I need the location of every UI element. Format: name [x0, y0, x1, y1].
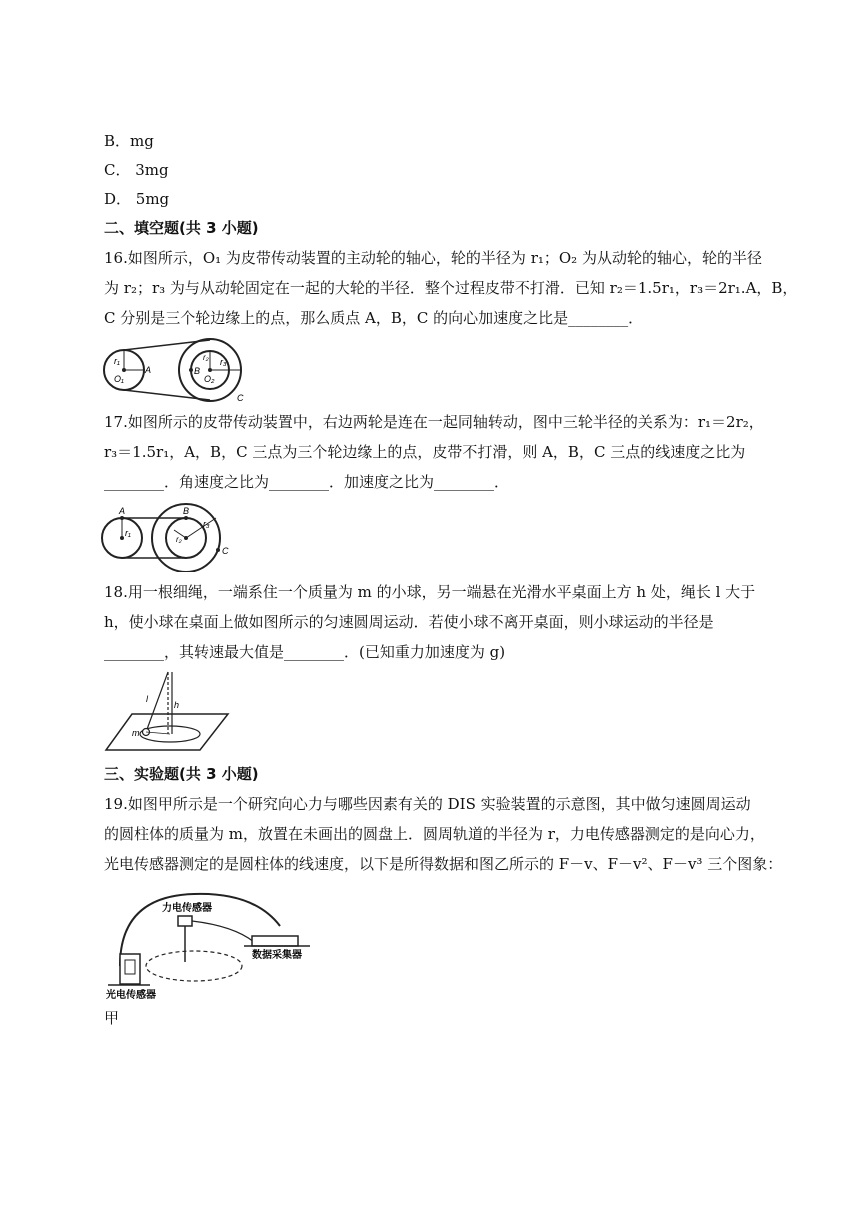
q16-label-r1: r₁ [114, 356, 120, 366]
option-d: D． 5mg [104, 190, 170, 208]
q17-label-a: A [119, 506, 126, 516]
q19-figure-caption: 甲 [104, 1009, 120, 1027]
q16-belt-figure [100, 338, 270, 404]
q19-force-sensor-box [178, 916, 192, 926]
q19-dis-apparatus-figure [104, 886, 318, 1004]
q16-label-o2: O₂ [204, 374, 215, 384]
q16-label-b: B [194, 366, 201, 376]
q16-line-2: 为 r₂；r₃ 为与从动轮固定在一起的大轮的半径．整个过程皮带不打滑．已知 r₂＝1.5r₁，r₃＝2r₁.A，B， [104, 279, 798, 297]
q16-belt-top [124, 340, 210, 350]
q19-line-1: 19.如图甲所示是一个研究向心力与哪些因素有关的 DIS 实验装置的示意图，其中做匀速圆周运动 [104, 795, 751, 813]
q19-line-3: 光电传感器测定的是圆柱体的线速度，以下是所得数据和图乙所示的 F－v、F－v²、F－v³ 三个图象： [104, 855, 783, 873]
q18-string [146, 672, 168, 732]
q17-line-1: 17.如图所示的皮带传动装置中，右边两轮是连在一起同轴转动，图中三轮半径的关系为：r₁＝2r₂， [104, 413, 764, 431]
q16-line-1: 16.如图所示，O₁ 为皮带传动装置的主动轮的轴心，轮的半径为 r₁；O₂ 为从动轮的轴心，轮的半径 [104, 249, 762, 267]
q18-line-2: h，使小球在桌面上做如图所示的匀速圆周运动．若使小球不离开桌面，则小球运动的半径是 [104, 613, 714, 631]
section-title-fill-in: 二、填空题(共 3 小题) [104, 219, 259, 237]
q16-label-c: C [237, 393, 244, 403]
q16-label-r2: r₂ [203, 353, 209, 362]
option-c: C． 3mg [104, 161, 169, 179]
q19-cable [192, 921, 254, 942]
q16-label-o1: O₁ [114, 374, 124, 384]
q17-label-b: B [183, 506, 190, 516]
q17-label-r2: r₂ [176, 535, 182, 544]
q18-line-1: 18.用一根细绳，一端系住一个质量为 m 的小球，另一端悬在光滑水平桌面上方 h 处，绳长 l 大于 [104, 583, 756, 601]
section-title-experiment: 三、实验题(共 3 小题) [104, 765, 259, 783]
q19-label-photo-sensor: 光电传感器 [106, 990, 156, 1001]
q19-circular-track [146, 951, 242, 981]
q19-line-2: 的圆柱体的质量为 m，放置在未画出的圆盘上．圆周轨道的半径为 r，力电传感器测定的是向心力， [104, 825, 765, 843]
q18-table [106, 714, 228, 750]
q17-line-3: ________．角速度之比为________．加速度之比为________． [104, 473, 510, 491]
q16-label-a: A [145, 365, 152, 375]
q19-label-force-sensor: 力电传感器 [162, 903, 212, 914]
q18-label-h: h [174, 700, 180, 710]
q19-label-collector: 数据采集器 [252, 950, 302, 961]
q17-label-r1: r₁ [125, 528, 131, 538]
q19-collector-box [252, 936, 298, 946]
q18-label-l: l [146, 694, 148, 704]
option-b: B．mg [104, 132, 154, 150]
q17-line-2: r₃＝1.5r₁，A，B，C 三点为三个轮边缘上的点，皮带不打滑，则 A，B，C 三点的线速度之比为 [104, 443, 746, 461]
q16-label-r3: r₃ [220, 357, 227, 367]
q18-label-m: m [132, 728, 140, 738]
q18-conical-figure [104, 668, 232, 754]
q16-line-3: C 分别是三个轮边缘上的点，那么质点 A，B，C 的向心加速度之比是________． [104, 309, 644, 327]
q17-label-c: C [222, 546, 229, 556]
q17-belt-figure [100, 500, 250, 572]
q17-label-r3: r₃ [203, 519, 210, 529]
q18-line-3: ________，其转速最大值是________．(已知重力加速度为 g) [104, 643, 506, 661]
q16-belt-bottom [124, 390, 210, 400]
